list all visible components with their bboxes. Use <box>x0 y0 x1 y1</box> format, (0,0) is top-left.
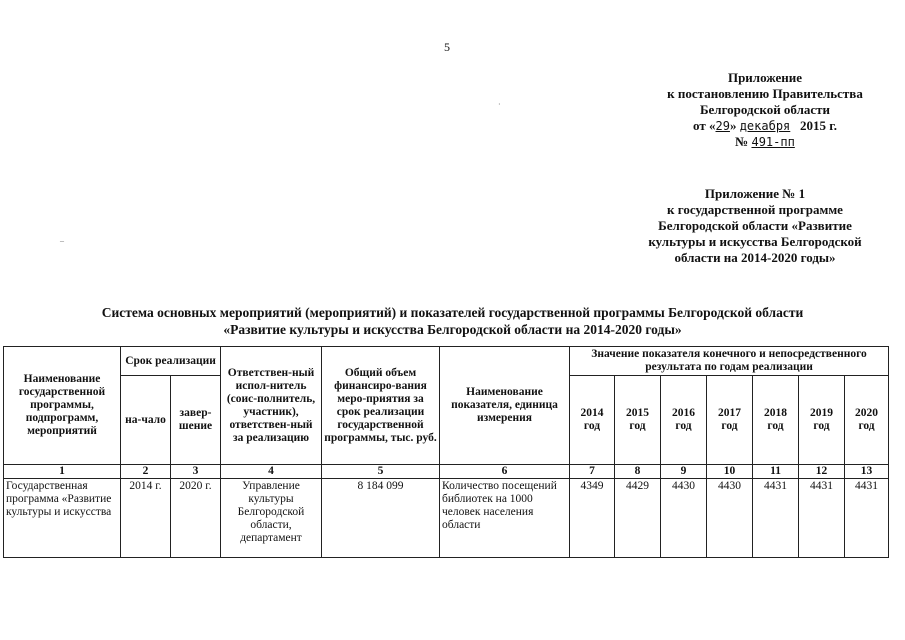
column-number: 9 <box>661 465 707 479</box>
annex1-line: культуры и искусства Белгородской <box>648 234 862 249</box>
header-year: 2015 год <box>615 376 661 465</box>
annex1-line: области на 2014-2020 годы» <box>674 250 836 265</box>
header-year: 2020 год <box>845 376 889 465</box>
column-number: 6 <box>440 465 570 479</box>
scan-speck: – <box>60 236 64 245</box>
cell-value: 4429 <box>615 479 661 558</box>
document-title <box>30 304 875 338</box>
annex-line: к постановлению Правительства <box>667 86 863 101</box>
program-table <box>3 346 889 558</box>
header-year: 2019 год <box>799 376 845 465</box>
header-executor: Ответствен-ный испол-нитель (соис-полнитель, участник), ответствен-ный за реализацию <box>221 347 322 465</box>
header-end: завер-шение <box>171 376 221 465</box>
annex1-line: к государственной программе <box>667 202 843 217</box>
header-year: 2016 год <box>661 376 707 465</box>
cell-value: 4430 <box>661 479 707 558</box>
date-month: декабря <box>739 119 791 133</box>
column-number: 8 <box>615 465 661 479</box>
column-number: 10 <box>707 465 753 479</box>
cell-value: 4430 <box>707 479 753 558</box>
cell-program-name: Государственная программа «Развитие культуры и искусства <box>4 479 121 558</box>
annex1-line: Белгородской области «Развитие <box>658 218 852 233</box>
header-name: Наименование государственной программы, подпрограмм, мероприятий <box>4 347 121 465</box>
column-number: 2 <box>121 465 171 479</box>
header-period: Срок реализации <box>121 347 221 376</box>
header-year: 2014 год <box>570 376 615 465</box>
header-start: на-чало <box>121 376 171 465</box>
decree-number: 491-пп <box>751 135 795 149</box>
column-number: 5 <box>322 465 440 479</box>
column-number: 13 <box>845 465 889 479</box>
cell-executor: Управление культуры Белгородской области, департамент <box>221 479 322 558</box>
header-year: 2018 год <box>753 376 799 465</box>
cell-value: 4431 <box>753 479 799 558</box>
cell-start: 2014 г. <box>121 479 171 558</box>
column-number: 12 <box>799 465 845 479</box>
annex-block <box>620 70 905 150</box>
header-values-group: Значение показателя конечного и непосредственного результата по годам реализации <box>570 347 889 376</box>
header-indicator: Наименование показателя, единица измерения <box>440 347 570 465</box>
column-number: 4 <box>221 465 322 479</box>
column-number: 3 <box>171 465 221 479</box>
column-number: 1 <box>4 465 121 479</box>
table-row <box>4 479 889 558</box>
column-number: 7 <box>570 465 615 479</box>
cell-volume: 8 184 099 <box>322 479 440 558</box>
header-volume: Общий объем финансиро-вания меро-приятия за срок реализации государственной программы, тыс. руб. <box>322 347 440 465</box>
title-line-2: «Развитие культуры и искусства Белгородской области на 2014-2020 годы» <box>223 322 682 337</box>
cell-value: 4431 <box>845 479 889 558</box>
annex-number: № 491-пп <box>735 134 795 149</box>
page-number: 5 <box>444 40 450 54</box>
column-number: 11 <box>753 465 799 479</box>
cell-end: 2020 г. <box>171 479 221 558</box>
cell-value: 4431 <box>799 479 845 558</box>
scan-speck: · <box>498 100 501 109</box>
date-day: 29 <box>715 119 730 133</box>
header-year: 2017 год <box>707 376 753 465</box>
annex1-title: Приложение № 1 <box>704 186 806 201</box>
date-year: 2015 г. <box>800 118 837 133</box>
title-line-1: Система основных мероприятий (мероприятий) и показателей государственной программы Белгородской области <box>101 305 804 320</box>
cell-value: 4349 <box>570 479 615 558</box>
annex1-block <box>610 186 900 266</box>
annex-date: от «29» декабря 2015 г. <box>693 118 837 133</box>
annex-line: Белгородской области <box>699 102 831 117</box>
annex-title: Приложение <box>727 70 803 85</box>
cell-indicator: Количество посещений библиотек на 1000 человек населения области <box>440 479 570 558</box>
